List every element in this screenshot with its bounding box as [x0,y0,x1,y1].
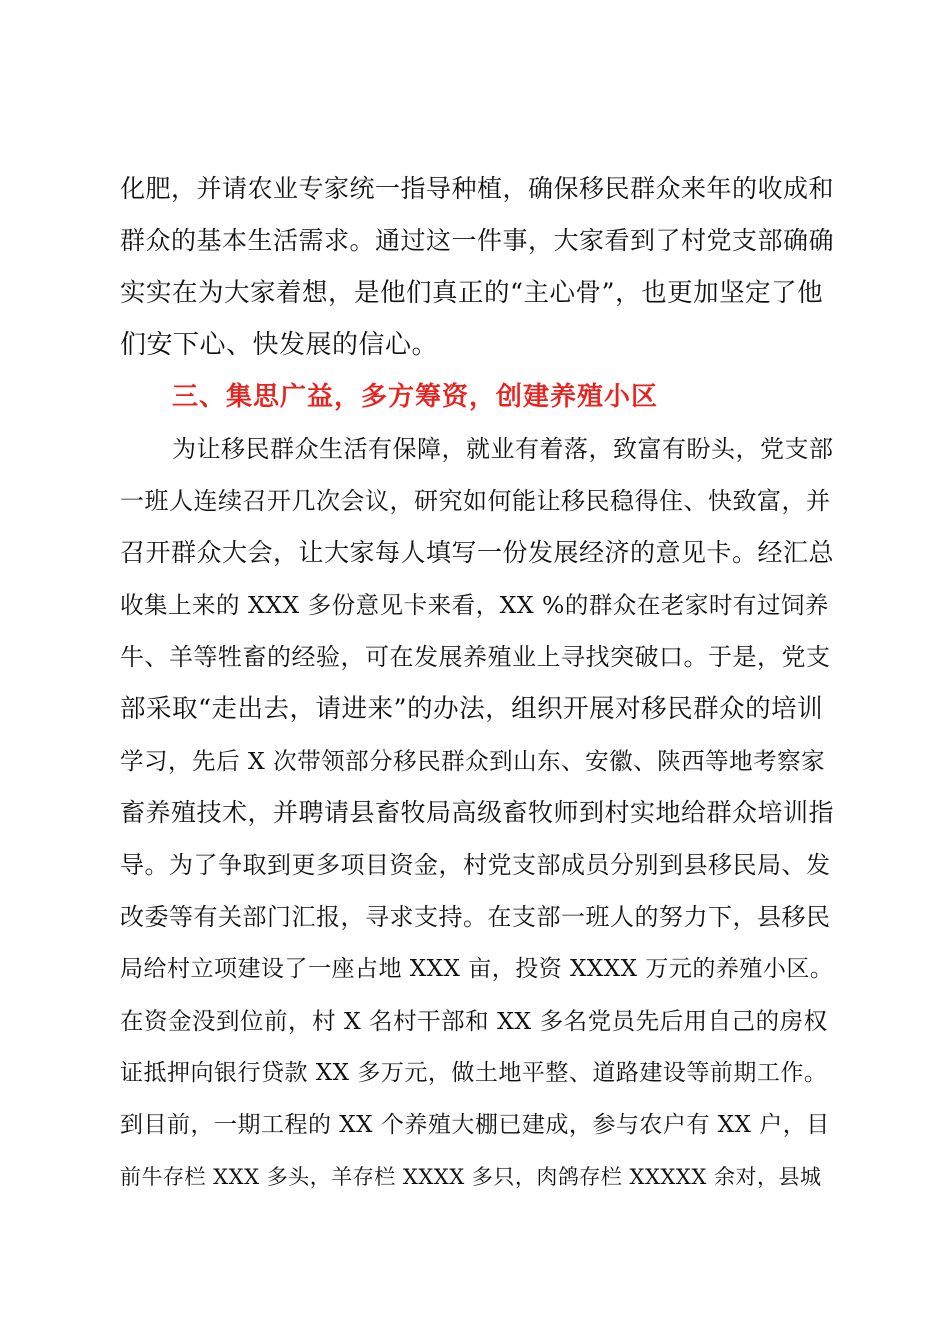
paragraph-line: 部采取“走出去，请进来”的办法，组织开展对移民群众的培训 [120,694,824,724]
paragraph-line: 们安下心、快发展的信心。 [120,330,439,360]
paragraph-line: 局给村立项建设了一座占地 XXX 亩，投资 XXXX 万元的养殖小区。 [120,956,834,982]
paragraph-line: 改委等有关部门汇报，寻求支持。在支部一班人的努力下，县移民 [120,903,831,931]
paragraph-line: 前牛存栏 XXX 多头，羊存栏 XXXX 多只，肉鸽存栏 XXXXX 余对，县城 [120,1165,822,1189]
paragraph-line: 一班人连续召开几次会议，研究如何能让移民稳得住、快致富，并 [120,487,831,515]
paragraph-line: 召开群众大会，让大家每人填写一份发展经济的意见卡。经汇总 [120,538,835,567]
paragraph-line: 为让移民群众生活有保障，就业有着落，致富有盼头，党支部 [172,435,834,463]
paragraph-line: 收集上来的 XXX 多份意见卡来看，XX %的群众在老家时有过饲养 [120,591,829,619]
paragraph-line: 群众的基本生活需求。通过这一件事，大家看到了村党支部确确 [120,226,835,255]
paragraph-line: 化肥，并请农业专家统一指导种植，确保移民群众来年的收成和 [120,174,835,203]
paragraph-line: 到目前，一期工程的 XX 个养殖大棚已建成，参与农户有 XX 户，目 [120,1112,830,1138]
paragraph-line: 实实在为大家着想，是他们真正的“主心骨”，也更加坚定了他 [120,278,824,308]
paragraph-line: 导。为了争取到更多项目资金，村党支部成员分别到县移民局、发 [120,851,831,879]
section-heading: 三、集思广益，多方筹资，创建养殖小区 [172,382,659,412]
paragraph-line: 畜养殖技术，并聘请县畜牧局高级畜牧师到村实地给群众培训指 [120,798,835,827]
paragraph-line: 在资金没到位前，村 X 名村干部和 XX 多名党员先后用自己的房权 [120,1007,828,1035]
paragraph-line: 证抵押向银行贷款 XX 多万元，做土地平整、道路建设等前期工作。 [120,1060,828,1086]
paragraph-line: 牛、羊等牲畜的经验，可在发展养殖业上寻找突破口。于是，党支 [120,643,831,671]
paragraph-line: 学习，先后 X 次带领部分移民群众到山东、安徽、陕西等地考察家 [120,747,826,775]
